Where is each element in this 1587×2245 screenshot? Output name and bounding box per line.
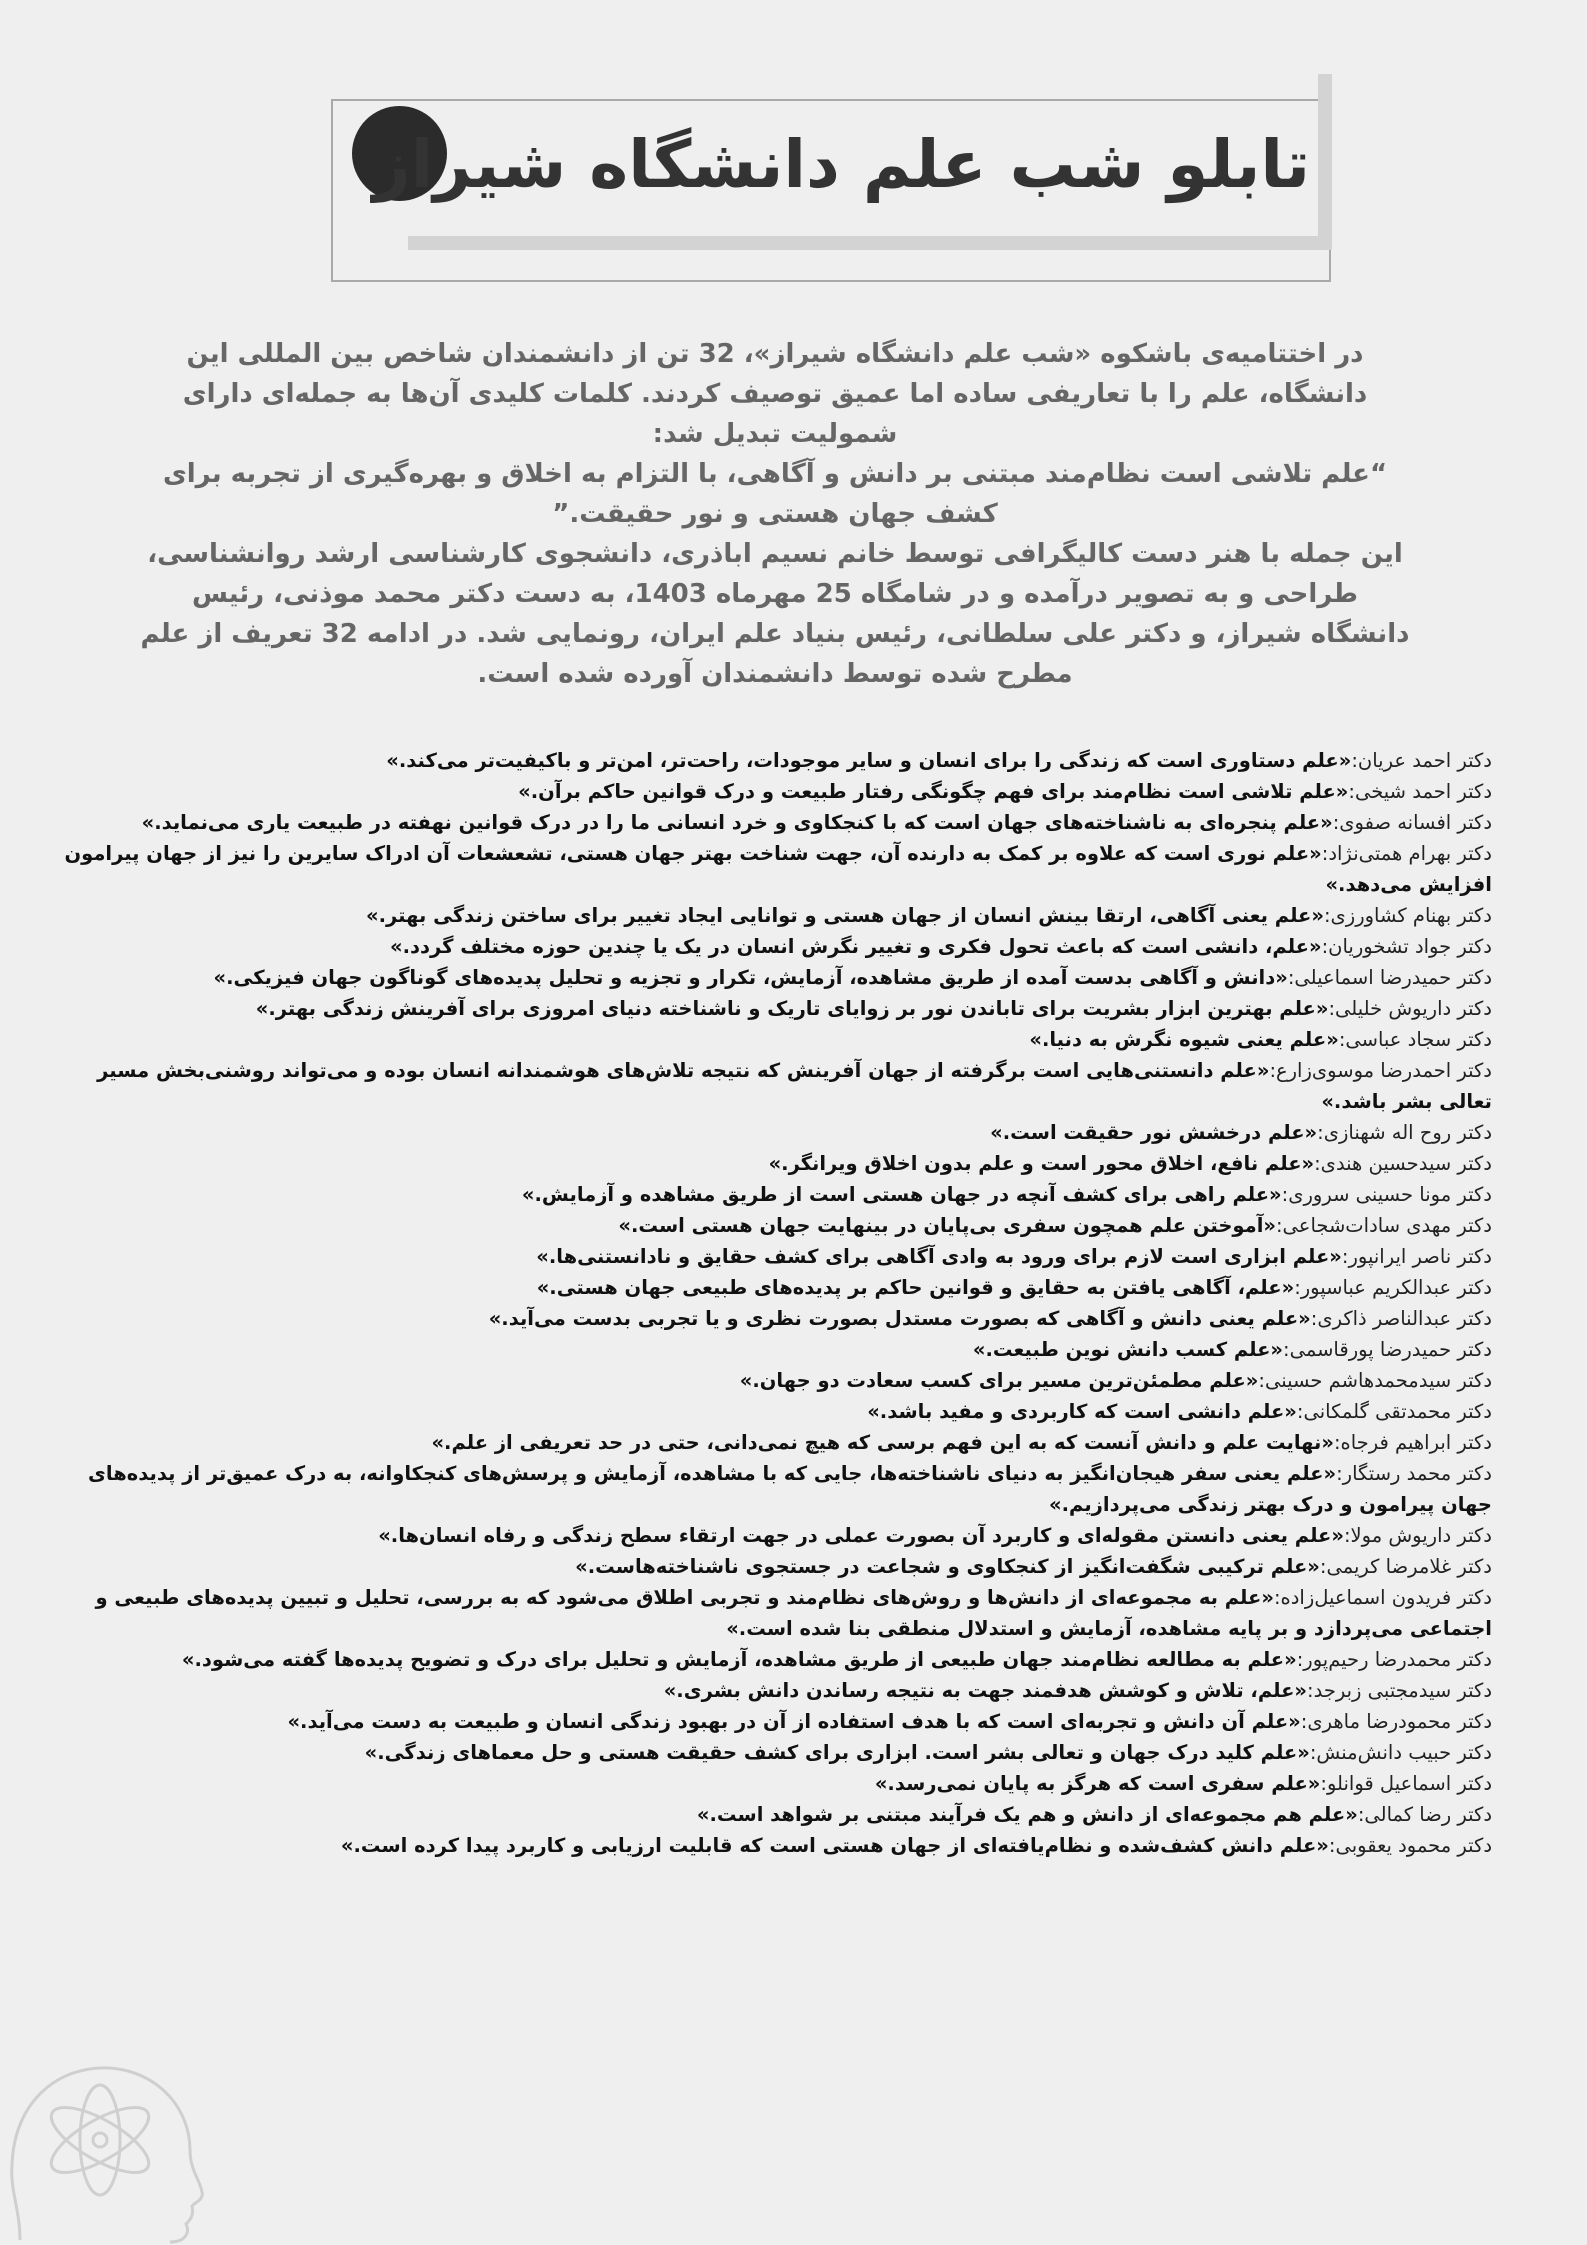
scientist-name: دکتر اسماعیل قوانلو: — [1320, 1772, 1492, 1795]
definition-text: «علم دانشی است که کاربردی و مفید باشد.» — [867, 1400, 1297, 1423]
definition-row — [58, 1055, 1492, 1117]
definition-text: «علم یعنی شیوه نگرش به دنیا.» — [1029, 1028, 1339, 1051]
definition-text: «علم تلاشی است نظام‌مند برای فهم چگونگی رفتار طبیعت و درک قوانین حاکم برآن.» — [518, 780, 1349, 803]
scientist-name: دکتر فریدون اسماعیل‌زاده: — [1273, 1586, 1492, 1609]
scientist-name: دکتر غلامرضا کریمی: — [1319, 1555, 1492, 1578]
definition-row — [58, 993, 1492, 1024]
definition-row — [58, 1241, 1492, 1272]
definition-text: «علم، آگاهی یافتن به حقایق و قوانین حاکم بر پدیده‌های طبیعی جهان هستی.» — [536, 1276, 1295, 1299]
definition-row — [58, 1365, 1492, 1396]
definition-row — [58, 931, 1492, 962]
definition-row — [58, 1117, 1492, 1148]
scientist-name: دکتر احمدرضا موسوی‌زارع: — [1269, 1059, 1492, 1082]
scientist-name: دکتر عبدالکریم عباسپور: — [1294, 1276, 1492, 1299]
definition-row — [58, 962, 1492, 993]
definition-row — [58, 1799, 1492, 1830]
scientist-name: دکتر حمیدرضا اسماعیلی: — [1287, 966, 1492, 989]
definition-text: «علم، تلاش و کوشش هدفمند جهت به نتیجه رساندن دانش بشری.» — [663, 1679, 1308, 1702]
definition-row — [58, 776, 1492, 807]
intro-paragraph-2: این جمله با هنر دست کالیگرافی توسط خانم نسیم اباذری، دانشجوی کارشناسی ارشد روانشناسی، طراحی و به تصویر درآمده و در شامگاه 25 مهرماه 1403، به دست دکتر محمد موذنی، رئیس دانشگاه شیراز، و دکتر علی سلطانی، رئیس بنیاد علم ایران، رونمایی شد. در ادامه 32 تعریف از علم مطرح شده توسط دانشمندان آورده شده است. — [140, 539, 1410, 689]
scientist-name: دکتر ابراهیم فرجاه: — [1333, 1431, 1492, 1454]
definition-row — [58, 1334, 1492, 1365]
scientist-name: دکتر سیدحسین هندی: — [1314, 1152, 1492, 1175]
definition-text: «علم هم مجموعه‌ای از دانش و هم یک فرآیند مبتنی بر شواهد است.» — [696, 1803, 1358, 1826]
scientist-name: دکتر محمد رستگار: — [1336, 1462, 1492, 1485]
definition-text: «علم بهترین ابزار بشریت برای تاباندن نور بر زوایای تاریک و ناشناخته دنیای امروزی برای آفرینش زندگی بهتر.» — [255, 997, 1329, 1020]
definition-row — [58, 1272, 1492, 1303]
definition-row — [58, 1768, 1492, 1799]
scientist-name: دکتر مونا حسینی سروری: — [1281, 1183, 1492, 1206]
definition-row — [58, 807, 1492, 838]
intro-section — [140, 334, 1410, 694]
intro-paragraph: در اختتامیه‌ی باشکوه «شب علم دانشگاه شیراز»، 32 تن از دانشمندان شاخص بین المللی این دانشگاه، علم را با تعاریفی ساده اما عمیق توصیف کردند. کلمات کلیدی آن‌ها به جمله‌ای دارای شمولیت تبدیل شد: — [182, 339, 1368, 449]
definition-text: «علم دستاوری است که زندگی را برای انسان و سایر موجودات، راحت‌تر، امن‌تر و باکیفیت‌تر می‌کند.» — [386, 749, 1352, 772]
definition-text: «علم ترکیبی شگفت‌انگیز از کنجکاوی و شجاعت در جستجوی ناشناخته‌هاست.» — [575, 1555, 1320, 1578]
definition-text: «علم به مجموعه‌ای از دانش‌ها و روش‌های نظام‌مند و تجربی اطلاق می‌شود که به بررسی، تحلیل و تبیین پدیده‌های طبیعی و اجتماعی می‌پردازد و بر پایه مشاهده، آزمایش و استدلال منطقی بنا شده است.» — [95, 1586, 1492, 1640]
definition-text: «علم به مطالعه نظام‌مند جهان طبیعی از طریق مشاهده، آزمایش و تحلیل برای درک و تضویح پدیده‌ها گفته می‌شود.» — [181, 1648, 1297, 1671]
scientist-name: دکتر روح اله شهنازی: — [1317, 1121, 1492, 1144]
definition-text: «علم آن دانش و تجربه‌ای است که با هدف استفاده از آن در بهبود زندگی انسان و طبیعت به دست می‌آید.» — [287, 1710, 1301, 1733]
definition-row — [58, 1706, 1492, 1737]
scientist-name: دکتر داریوش مولا: — [1343, 1524, 1492, 1547]
definition-text: «علم نوری است که علاوه بر کمک به دارنده آن، جهت شناخت بهتر جهان هستی، تشعشعات آن ادراک سایرین را نیز از جهان پیرامون افزایش می‌دهد.» — [64, 842, 1492, 896]
definition-text: «علم کسب دانش نوین طبیعت.» — [972, 1338, 1283, 1361]
definition-text: «آموختن علم همچون سفری بی‌پایان در بینهایت جهان هستی است.» — [618, 1214, 1276, 1237]
definition-text: «علم یعنی دانش و آگاهی که بصورت مستدل بصورت نظری و یا تجربی بدست می‌آید.» — [488, 1307, 1311, 1330]
definition-row — [58, 1737, 1492, 1768]
definition-text: «علم درخشش نور حقیقت است.» — [990, 1121, 1318, 1144]
scientist-name: دکتر احمد شیخی: — [1348, 780, 1492, 803]
definition-row — [58, 1675, 1492, 1706]
definition-text: «علم ابزاری است لازم برای ورود به وادی آگاهی برای کشف حقایق و نادانستنی‌ها.» — [536, 1245, 1342, 1268]
scientist-name: دکتر محمدرضا رحیم‌پور: — [1296, 1648, 1492, 1671]
definitions-list — [58, 745, 1492, 1861]
definition-text: «علم نافع، اخلاق محور است و علم بدون اخلاق ویرانگر.» — [768, 1152, 1315, 1175]
definition-text: «دانش و آگاهی بدست آمده از طریق مشاهده، آزمایش، تکرار و تجزیه و تحلیل پدیده‌های گوناگون جهان فیزیکی.» — [213, 966, 1288, 989]
definition-row — [58, 1458, 1492, 1520]
scientist-name: دکتر محمود یعقوبی: — [1328, 1834, 1492, 1857]
scientist-name: دکتر سیدمجتبی زبرجد: — [1307, 1679, 1492, 1702]
scientist-name: دکتر عبدالناصر ذاکری: — [1310, 1307, 1492, 1330]
scientist-name: دکتر داریوش خلیلی: — [1328, 997, 1492, 1020]
definition-text: «علم یعنی سفر هیجان‌انگیز به دنیای ناشناخته‌ها، جایی که با مشاهده، آزمایش و پرسش‌های کنجکاوانه، به درک عمیق‌تر از پدیده‌های جهان پیرامون و درک بهتر زندگی می‌پردازیم.» — [88, 1462, 1492, 1516]
title-shadow-bottom — [408, 236, 1332, 250]
scientist-name: دکتر محمودرضا ماهری: — [1300, 1710, 1492, 1733]
definition-text: «علم پنجره‌ای به ناشناخته‌های جهان است که با کنجکاوی و خرد انسانی ما را در درک قوانین نهفته در طبیعت یاری می‌نماید.» — [141, 811, 1333, 834]
title-shadow-right — [1318, 74, 1332, 250]
scientist-name: دکتر حبیب دانش‌منش: — [1309, 1741, 1492, 1764]
definition-row — [58, 1148, 1492, 1179]
definition-row — [58, 1520, 1492, 1551]
definition-text: «علم راهی برای کشف آنچه در جهان هستی است از طریق مشاهده و آزمایش.» — [521, 1183, 1282, 1206]
definition-row — [58, 745, 1492, 776]
atom-head-icon — [0, 1980, 210, 2245]
scientist-name: دکتر ناصر ایرانپور: — [1341, 1245, 1492, 1268]
definition-row — [58, 1830, 1492, 1861]
definition-row — [58, 900, 1492, 931]
scientist-name: دکتر رضا کمالی: — [1357, 1803, 1492, 1826]
definition-text: «علم دانستنی‌هایی است برگرفته از جهان آفرینش که نتیجه تلاش‌های هوشمندانه انسان بوده و می‌تواند روشنی‌بخش مسیر تعالی بشر باشد.» — [97, 1059, 1492, 1113]
definition-text: «علم مطمئن‌ترین مسیر برای کسب سعادت دو جهان.» — [739, 1369, 1259, 1392]
scientist-name: دکتر بهرام همتی‌نژاد: — [1321, 842, 1492, 865]
definition-row — [58, 1210, 1492, 1241]
scientist-name: دکتر احمد عریان: — [1351, 749, 1492, 772]
definition-row — [58, 1024, 1492, 1055]
definition-text: «علم سفری است که هرگز به پایان نمی‌رسد.» — [874, 1772, 1321, 1795]
definition-text: «علم دانش کشف‌شده و نظام‌یافته‌ای از جهان هستی است که قابلیت ارزیابی و کاربرد پیدا کرده است.» — [340, 1834, 1329, 1857]
definition-text: «علم یعنی دانستن مقوله‌ای و کاربرد آن بصورت عملی در جهت ارتقاء سطح زندگی و رفاه انسان‌ها.» — [378, 1524, 1344, 1547]
scientist-name: دکتر سیدمحمدهاشم حسینی: — [1258, 1369, 1492, 1392]
definition-row — [58, 838, 1492, 900]
scientist-name: دکتر بهنام کشاورزی: — [1323, 904, 1492, 927]
definition-row — [58, 1427, 1492, 1458]
definition-row — [58, 1396, 1492, 1427]
definition-text: «نهایت علم و دانش آنست که به این فهم برسی که هیچ نمی‌دانی، حتی در حد تعریفی از علم.» — [431, 1431, 1334, 1454]
scientist-name: دکتر مهدی سادات‌شجاعی: — [1275, 1214, 1492, 1237]
definition-row — [58, 1179, 1492, 1210]
scientist-name: دکتر افسانه صفوی: — [1332, 811, 1492, 834]
scientist-name: دکتر جواد تشخوریان: — [1321, 935, 1492, 958]
definition-row — [58, 1582, 1492, 1644]
definition-row — [58, 1551, 1492, 1582]
scientist-name: دکتر سجاد عباسی: — [1338, 1028, 1492, 1051]
intro-quote: “علم تلاشی است نظام‌مند مبتنی بر دانش و آگاهی، با التزام به اخلاق و بهره‌گیری از تجربه برای کشف جهان هستی و نور حقیقت.” — [162, 459, 1388, 529]
definition-text: «علم، دانشی است که باعث تحول فکری و تغییر نگرش انسان در یک یا چندین حوزه مختلف گردد.» — [390, 935, 1322, 958]
page-title: تابلو شب علم دانشگاه شیراز — [372, 126, 1310, 203]
scientist-name: دکتر محمدتقی گلمکانی: — [1296, 1400, 1492, 1423]
definition-row — [58, 1303, 1492, 1334]
scientist-name: دکتر حمیدرضا پورقاسمی: — [1283, 1338, 1492, 1361]
definition-row — [58, 1644, 1492, 1675]
definition-text: «علم یعنی آگاهی، ارتقا بینش انسان از جهان هستی و توانایی ایجاد تغییر برای ساختن زندگی بهتر.» — [366, 904, 1324, 927]
definition-text: «علم کلید درک جهان و تعالی بشر است. ابزاری برای کشف حقیقت هستی و حل معماهای زندگی.» — [364, 1741, 1310, 1764]
